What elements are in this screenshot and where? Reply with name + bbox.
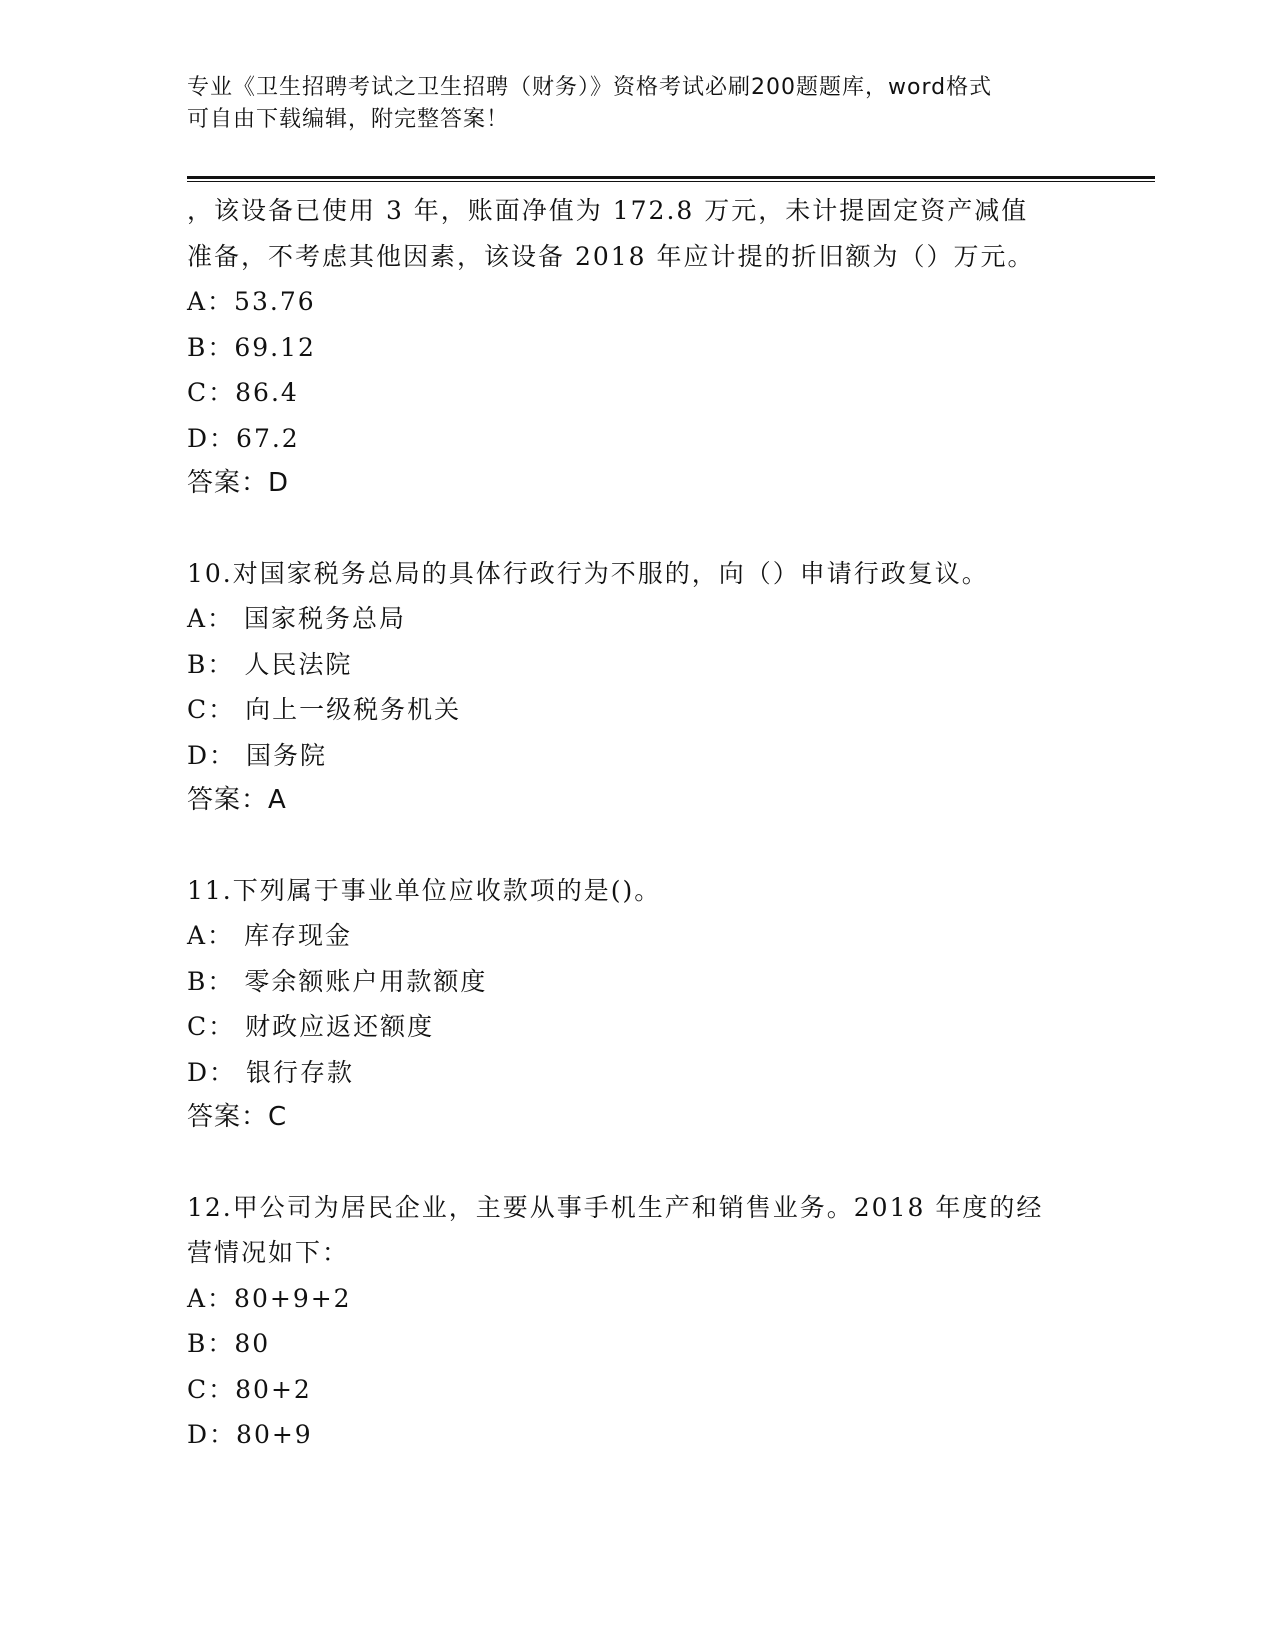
option-c: C： 财政应返还额度 (187, 1012, 435, 1041)
question-text: ，该设备已使用 3 年，账面净值为 172.8 万元，未计提固定资产减值 (187, 196, 1029, 225)
question-text: 准备，不考虑其他因素，该设备 2018 年应计提的折旧额为（）万元。 (187, 241, 1035, 271)
spacer (187, 507, 1087, 551)
spacer (187, 824, 1087, 868)
option-b: B：80 (187, 1329, 271, 1358)
question-text: 10.对国家税务总局的具体行政行为不服的，向（）申请行政复议。 (187, 558, 989, 588)
option-c: C：86.4 (187, 378, 299, 407)
question-text: 营情况如下： (187, 1238, 350, 1267)
spacer (187, 1141, 1087, 1185)
option-a: A：80+9+2 (187, 1283, 352, 1313)
question-12 (187, 1185, 1087, 1458)
question-10 (187, 551, 1087, 824)
option-b: B： 零余额账户用款额度 (187, 966, 488, 996)
option-c: C：80+2 (187, 1374, 312, 1404)
answer: 答案：A (187, 785, 287, 815)
question-9 (187, 188, 1087, 507)
answer: 答案：D (187, 468, 290, 498)
option-a: A：53.76 (187, 287, 316, 316)
header-line-2: 可自由下载编辑，附完整答案！ (187, 107, 510, 132)
option-a: A： 国家税务总局 (187, 604, 407, 633)
header-line-1: 专业《卫生招聘考试之卫生招聘（财务）》资格考试必刷200题题库，word格式 (187, 75, 993, 100)
question-11 (187, 868, 1087, 1141)
option-d: D：80+9 (187, 1420, 313, 1449)
option-a: A： 库存现金 (187, 921, 353, 950)
header-divider-thin (187, 181, 1155, 182)
question-text: 12.甲公司为居民企业，主要从事手机生产和销售业务。2018 年度的经 (187, 1192, 1044, 1222)
option-d: D： 银行存款 (187, 1057, 354, 1087)
option-b: B：69.12 (187, 332, 316, 362)
answer: 答案：C (187, 1102, 288, 1132)
header-divider-thick (187, 176, 1155, 179)
option-b: B： 人民法院 (187, 649, 353, 679)
question-list (187, 188, 1087, 1458)
question-text: 11.下列属于事业单位应收款项的是()。 (187, 875, 662, 905)
document-header (187, 72, 1067, 136)
option-c: C： 向上一级税务机关 (187, 695, 462, 724)
option-d: D：67.2 (187, 423, 300, 453)
option-d: D： 国务院 (187, 740, 327, 770)
